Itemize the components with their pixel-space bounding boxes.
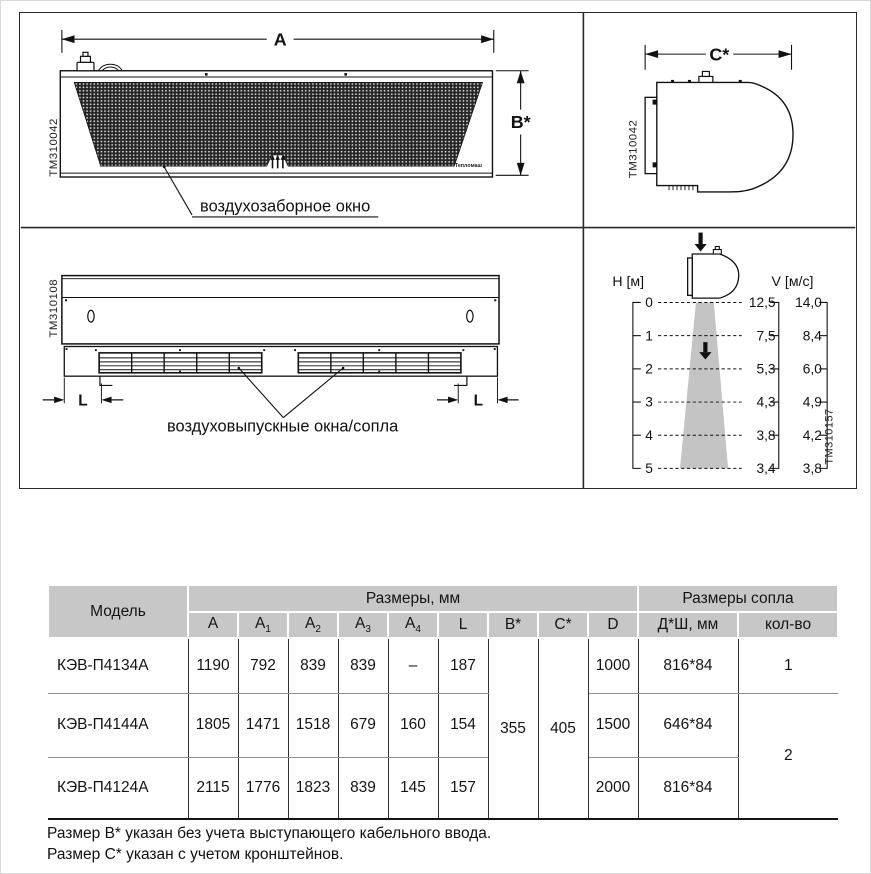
spec-table: [47, 584, 839, 820]
drawings-svg: [20, 13, 856, 488]
doc-number-side: ТМ310042: [627, 119, 640, 179]
value-cell: 1190: [188, 638, 238, 693]
qty-cell: 1: [738, 638, 838, 693]
col-header-a3: $A_3$: [338, 612, 388, 638]
intake-grille: [74, 82, 482, 166]
velocity2-tick-labels: [795, 295, 822, 476]
flow-diagram: [612, 233, 835, 476]
bottom-view: [43, 276, 519, 436]
dim-l-left-label: L: [78, 392, 88, 410]
col-header-l: L: [438, 612, 488, 638]
footnote-b: Размер B* указан без учета выступающего кабельного ввода.: [47, 825, 492, 842]
value-cell: 646*84: [638, 693, 738, 757]
airflow-cone: [680, 302, 728, 468]
spec-table-section: [47, 584, 839, 820]
value-cell: 1471: [238, 693, 288, 757]
svg-text:4,9: 4,9: [802, 394, 822, 410]
value-cell: 792: [238, 638, 288, 693]
svg-text:3,4: 3,4: [756, 461, 776, 477]
model-cell: КЭВ-П4144А: [48, 693, 188, 757]
value-cell: 187: [438, 638, 488, 693]
velocity-axis-label: V [м/с]: [771, 272, 814, 289]
b-star-merged-cell: 355: [488, 638, 538, 819]
dim-b-label: B*: [510, 112, 531, 133]
svg-text:3: 3: [645, 394, 653, 410]
value-cell: 1776: [238, 757, 288, 819]
value-cell: –: [388, 638, 438, 693]
value-cell: 160: [388, 693, 438, 757]
value-cell: 2000: [588, 757, 638, 819]
col-header-nozzle-size: Д*Ш, мм: [638, 612, 738, 638]
svg-text:14,0: 14,0: [795, 295, 822, 311]
svg-text:2: 2: [645, 361, 653, 377]
value-cell: 1500: [588, 693, 638, 757]
height-tick-labels: [645, 295, 653, 476]
model-cell: КЭВ-П4124А: [48, 757, 188, 819]
svg-text:3,8: 3,8: [802, 461, 822, 477]
side-comb-teeth: [669, 186, 693, 191]
downward-flow-arrow-top: [695, 233, 707, 252]
height-axis-label: H [м]: [612, 272, 645, 289]
outlet-callout-label: воздуховыпускные окна/сопла: [167, 417, 399, 436]
mount-feet: [100, 376, 467, 385]
svg-text:4,3: 4,3: [756, 394, 776, 410]
front-view: [48, 29, 531, 217]
col-header-c-star: C*: [538, 612, 588, 638]
bottom-unit-outline: [62, 276, 499, 377]
svg-text:3,8: 3,8: [756, 427, 776, 443]
col-header-a2: $A_2$: [288, 612, 338, 638]
svg-text:4: 4: [645, 427, 653, 443]
svg-text:5,3: 5,3: [756, 361, 776, 377]
footnote-c: Размер C* указан с учетом кронштейнов.: [47, 846, 344, 863]
table-row: [48, 693, 838, 757]
value-cell: 1805: [188, 693, 238, 757]
flow-unit-profile: [688, 247, 739, 299]
col-group-nozzle: Размеры сопла: [638, 585, 838, 612]
cable-gland-icon: [77, 52, 94, 70]
svg-text:12,5: 12,5: [748, 295, 776, 311]
velocity1-tick-labels: [749, 295, 776, 476]
dim-l-right-label: L: [473, 392, 484, 410]
model-cell: КЭВ-П4134А: [48, 638, 188, 693]
brand-logo: Тепломаш: [454, 162, 482, 169]
qty-merged-cell: 2: [738, 693, 838, 819]
col-header-b-star: B*: [488, 612, 538, 638]
svg-text:8,4: 8,4: [802, 328, 822, 344]
value-cell: 157: [438, 757, 488, 819]
value-cell: 816*84: [638, 638, 738, 693]
value-cell: 1518: [288, 693, 338, 757]
svg-text:1: 1: [645, 328, 653, 344]
svg-text:0: 0: [645, 295, 653, 311]
value-cell: 839: [338, 757, 388, 819]
doc-number-bottom: ТМ310108: [48, 278, 61, 338]
dim-c-label: C*: [709, 44, 730, 65]
col-header-a1: $A_1$: [238, 612, 288, 638]
value-cell: 839: [338, 638, 388, 693]
value-cell: 1000: [588, 638, 638, 693]
bracket-arc: [98, 64, 122, 70]
svg-text:5: 5: [645, 461, 653, 477]
svg-text:4,2: 4,2: [802, 427, 822, 443]
intake-callout-label: воздухозаборное окно: [200, 197, 371, 216]
value-cell: 679: [338, 693, 388, 757]
value-cell: 2115: [188, 757, 238, 819]
side-unit-outline: [645, 71, 793, 191]
col-header-d: D: [588, 612, 638, 638]
col-header-a: A: [188, 612, 238, 638]
col-header-model: Модель: [48, 585, 188, 638]
value-cell: 816*84: [638, 757, 738, 819]
value-cell: 839: [288, 638, 338, 693]
technical-drawings-panel: [19, 12, 857, 489]
col-header-a4: $A_4$: [388, 612, 438, 638]
col-group-dimensions: Размеры, мм: [188, 585, 638, 612]
c-star-merged-cell: 405: [538, 638, 588, 819]
footnotes: [47, 823, 491, 865]
value-cell: 1823: [288, 757, 338, 819]
value-cell: 145: [388, 757, 438, 819]
value-cell: 154: [438, 693, 488, 757]
col-header-nozzle-qty: кол-во: [738, 612, 838, 638]
svg-text:7,5: 7,5: [756, 328, 776, 344]
table-row: [48, 638, 838, 693]
intake-airflow-arrows: [270, 154, 285, 168]
doc-number-flow: ТМ310157: [823, 408, 836, 465]
height-scale-bracket: [633, 302, 641, 468]
table-row: [48, 757, 838, 819]
side-view: [628, 44, 793, 192]
svg-text:6,0: 6,0: [802, 361, 822, 377]
dim-a-label: A: [273, 29, 287, 50]
doc-number-front: ТМ310042: [48, 118, 61, 177]
